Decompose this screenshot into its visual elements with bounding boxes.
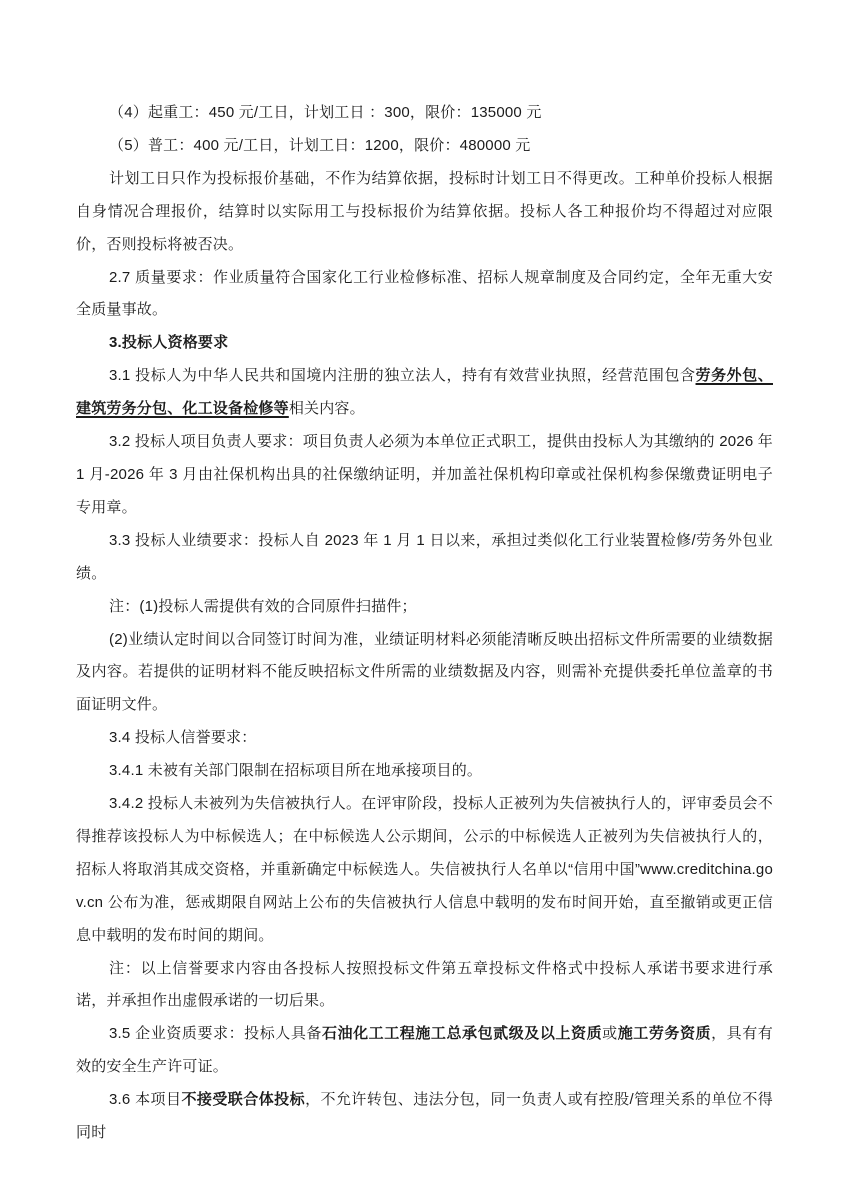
paragraph-6 (76, 426, 773, 525)
paragraph-10-segment-0: 3.4 投标人信誉要求： (109, 729, 257, 747)
paragraph-3 (76, 262, 773, 328)
paragraph-11 (76, 755, 773, 788)
paragraph-14-segment-0: 3.5 企业资质要求：投标人具备 (109, 1025, 322, 1043)
paragraph-14-segment-4: ，具有有效的安全生产许可证。 (76, 1025, 774, 1076)
document-body (76, 97, 773, 1150)
paragraph-5-segment-1: 劳务外包、建筑劳务分包、化工设备检修等 (76, 367, 773, 418)
paragraph-12 (76, 788, 773, 953)
paragraph-15-segment-2: ，不允许转包、违法分包，同一负责人或有控股/管理关系的单位不得同时 (76, 1091, 774, 1142)
paragraph-0-segment-0: （4）起重工：450 元/工日，计划工日 ：300，限价：135000 元 (109, 104, 542, 121)
paragraph-0 (76, 97, 773, 130)
paragraph-13 (76, 953, 773, 1019)
paragraph-4 (76, 327, 773, 360)
paragraph-14-segment-1: 石油化工工程施工总承包贰级及以上资质 (321, 1025, 603, 1043)
paragraph-3-segment-0: 2.7 质量要求：作业质量符合国家化工行业检修标准、招标人规章制度及合同约定，全年无重大安全质量事故。 (76, 268, 773, 319)
paragraph-7-segment-0: 3.3 投标人业绩要求：投标人自 2023 年 1 月 1 日以来，承担过类似化工行业装置检修/劳务外包业绩。 (76, 531, 773, 582)
paragraph-2 (76, 163, 773, 262)
paragraph-9 (76, 624, 773, 723)
paragraph-14 (76, 1018, 773, 1084)
paragraph-5-segment-0: 3.1 投标人为中华人民共和国境内注册的独立法人，持有有效营业执照，经营范围包含 (109, 367, 696, 385)
paragraph-8 (76, 591, 773, 624)
paragraph-5-segment-2: 相关内容。 (288, 400, 365, 418)
paragraph-15-segment-0: 3.6 本项目 (109, 1091, 182, 1109)
paragraph-9-segment-0: (2)业绩认定时间以合同签订时间为准，业绩证明材料必须能清晰反映出招标文件所需要的业绩数据及内容。若提供的证明材料不能反映招标文件所需的业绩数据及内容，则需补充提供委托单位盖章的书面证明文件。 (76, 630, 773, 714)
paragraph-12-segment-0: 3.4.2 投标人未被列为失信被执行人。在评审阶段，投标人正被列为失信被执行人的，评审委员会不得推荐该投标人为中标候选人；在中标候选人公示期间，公示的中标候选人正被列为失信被执行人的，招标人将取消其成交资格，并重新确定中标候选人。失信被执行人名单以“信用中国”www.creditchina.gov.cn 公布为准，惩戒期限自网站上公布的失信被执行人信息中载明的发布时间开始，直至撤销或更正信息中载明的发布时间的期间。 (76, 795, 773, 944)
paragraph-15 (76, 1084, 773, 1150)
paragraph-6-segment-0: 3.2 投标人项目负责人要求：项目负责人必须为本单位正式职工，提供由投标人为其缴纳的 2026 年 1 月-2026 年 3 月由社保机构出具的社保缴纳证明，并加盖社保机构印章或社保机构参保缴费证明电子专用章。 (76, 433, 773, 516)
paragraph-1 (76, 130, 773, 163)
paragraph-8-segment-0: 注：(1)投标人需提供有效的合同原件扫描件； (109, 597, 417, 615)
paragraph-7 (76, 525, 773, 591)
paragraph-10 (76, 722, 773, 755)
paragraph-2-segment-0: 计划工日只作为投标报价基础，不作为结算依据，投标时计划工日不得更改。工种单价投标人根据自身情况合理报价，结算时以实际用工与投标报价为结算依据。投标人各工种报价均不得超过对应限价，否则投标将被否决。 (76, 169, 773, 253)
paragraph-11-segment-0: 3.4.1 未被有关部门限制在招标项目所在地承接项目的。 (109, 762, 483, 780)
paragraph-14-segment-3: 施工劳务资质 (617, 1025, 712, 1043)
paragraph-5 (76, 360, 773, 426)
paragraph-14-segment-2: 或 (602, 1025, 618, 1043)
paragraph-1-segment-0: （5）普工：400 元/工日，计划工日：1200，限价：480000 元 (109, 136, 531, 154)
paragraph-15-segment-1: 不接受联合体投标 (181, 1091, 306, 1109)
paragraph-4-segment-0: 3.投标人资格要求 (109, 334, 229, 352)
paragraph-13-segment-0: 注：以上信誉要求内容由各投标人按照投标文件第五章投标文件格式中投标人承诺书要求进行承诺，并承担作出虚假承诺的一切后果。 (76, 959, 773, 1010)
